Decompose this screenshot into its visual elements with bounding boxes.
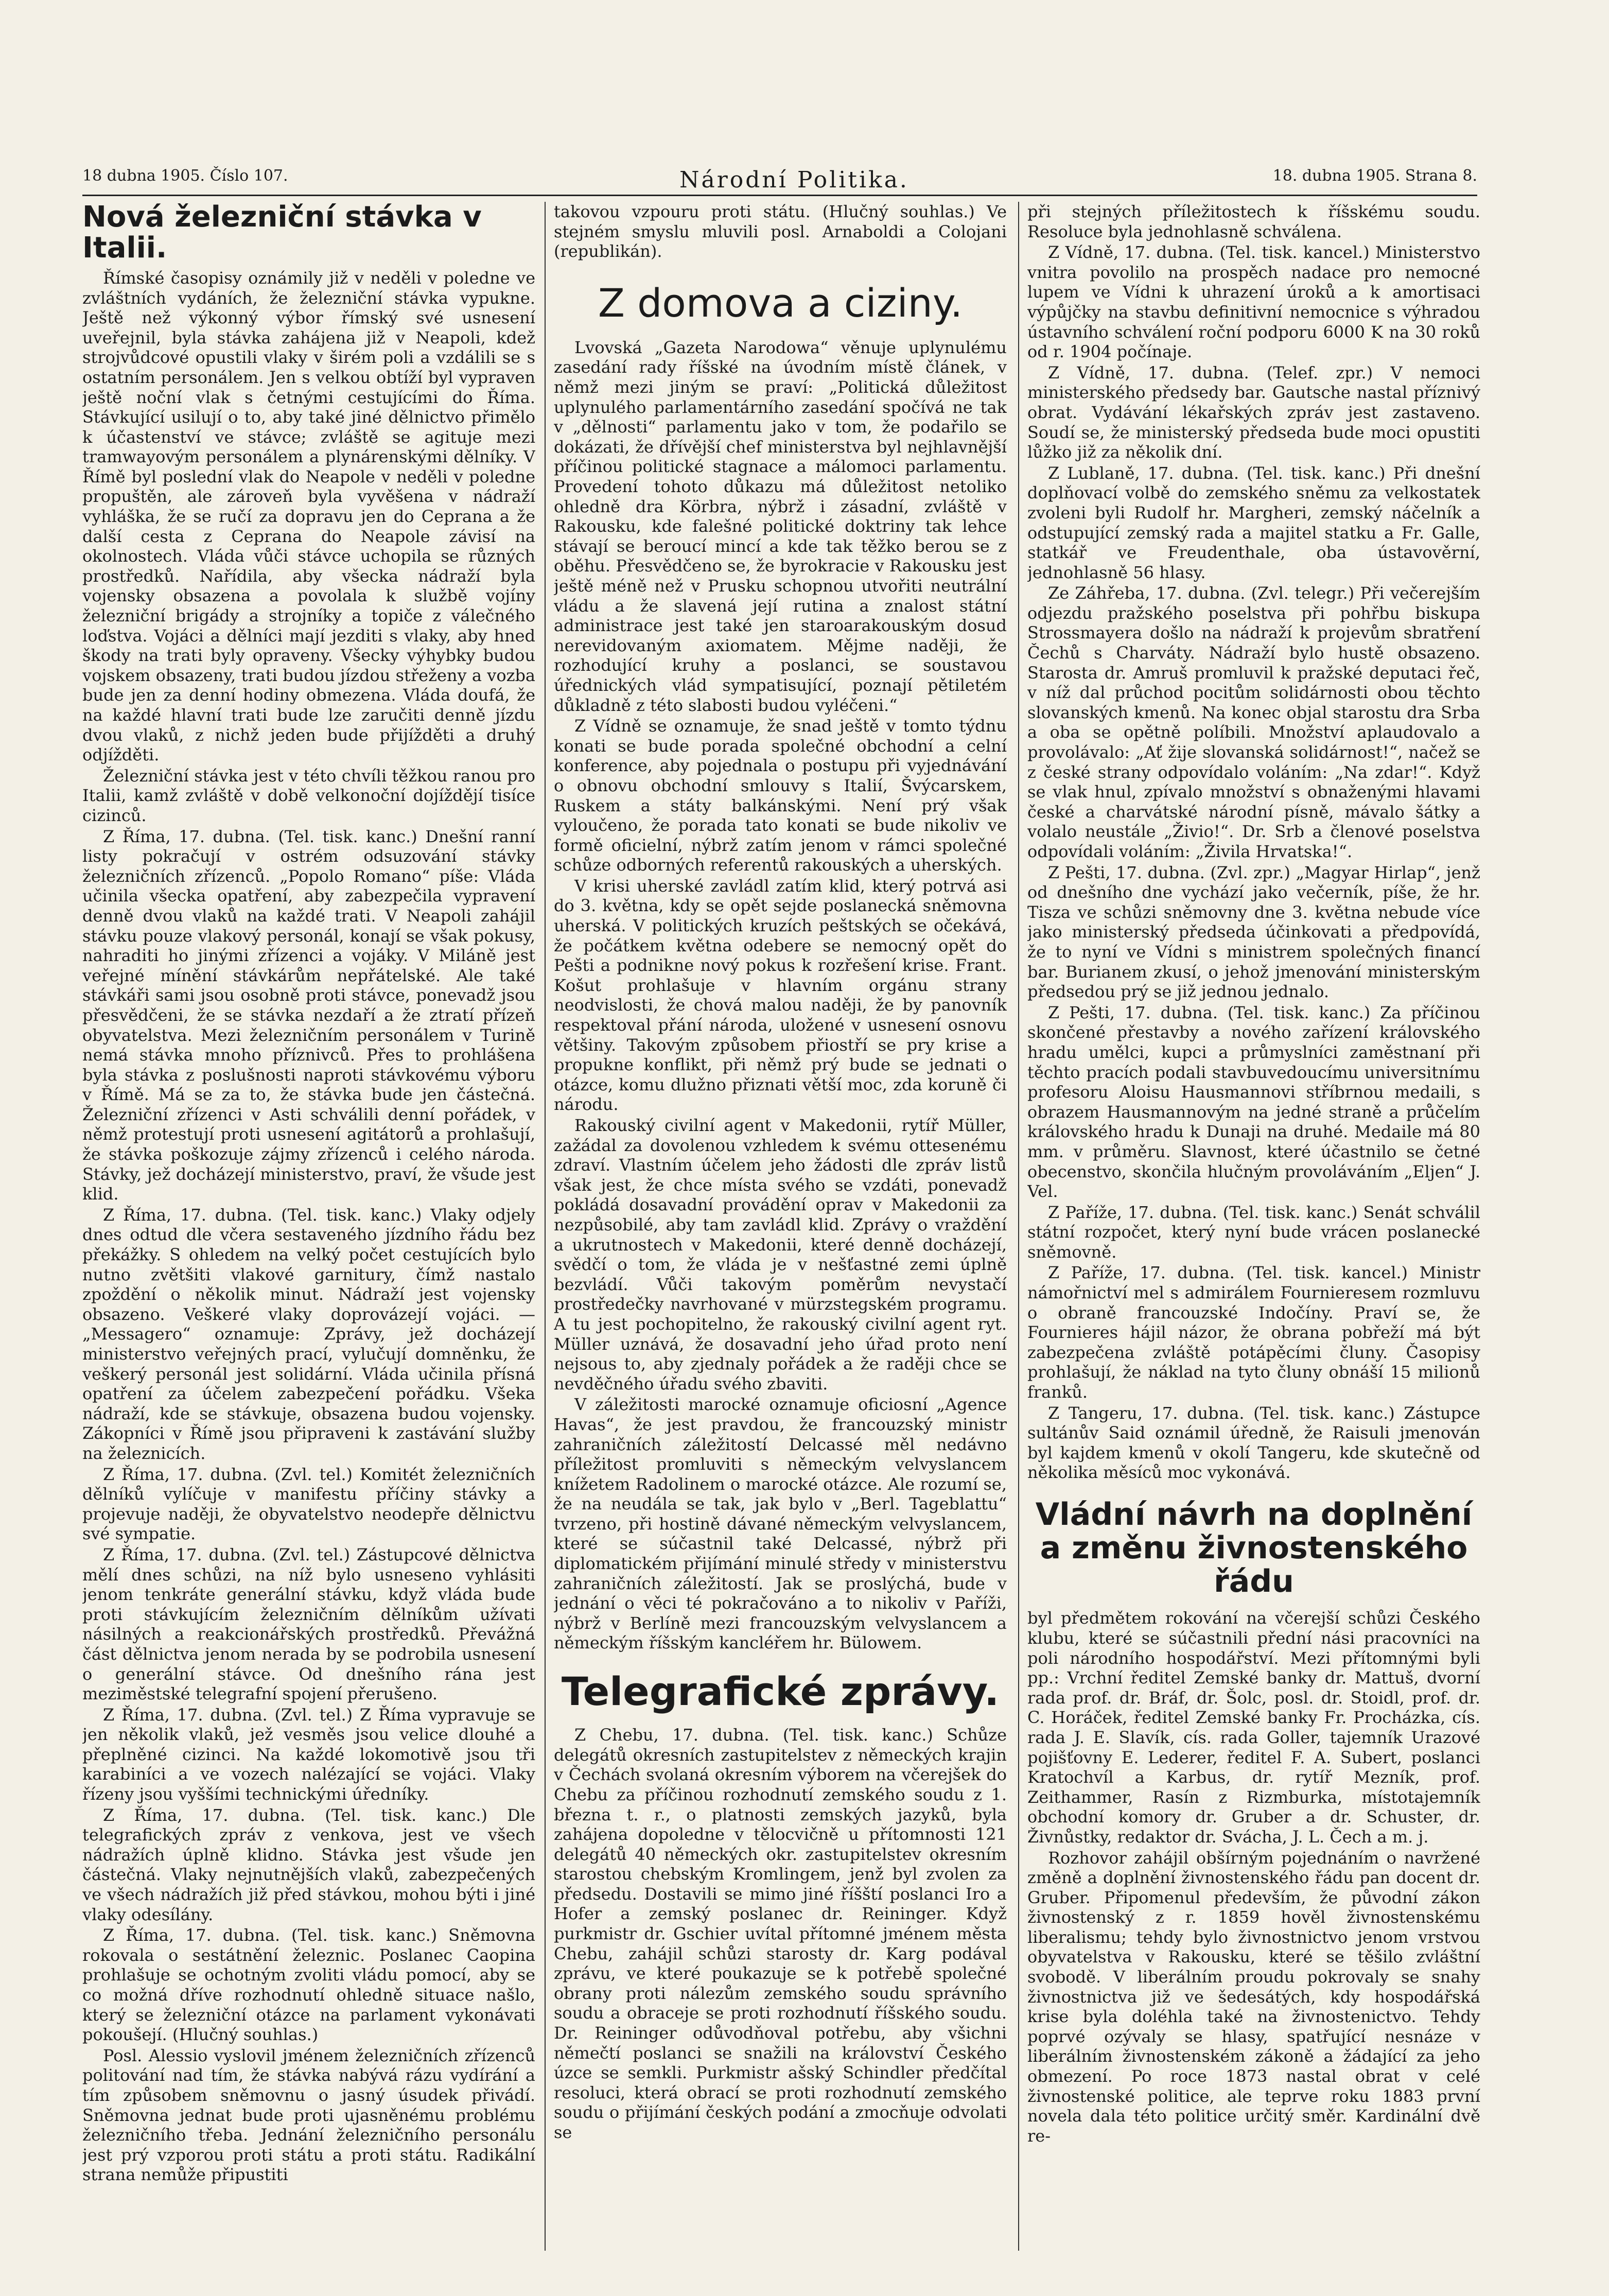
article-paragraph: V krisi uherské zavládl zatím klid, který potrvá asi do 3. května, kdy se opět sejde poslanecká sněmovna uherská. V politických kruzích peštských se očekává, že počátkem května odebere se nemocný opět do Pešti a podnikne nový pokus k rozřešení krise. Frant. Košut prohlašuje v hlavním orgánu strany neodvislosti, že chová malou naději, že by panovník respektoval přání národa, uložené v usnesení osnovu většiny. Takovým způsobem přiostří se pry krise a propukne konflikt, při němž prý bude se jednati o otázce, komu dlužno přiznati větší moc, zda koruně či národu. xyxy=(554,876,1007,1115)
article-paragraph: Z Pešti, 17. dubna. (Zvl. zpr.) „Magyar Hirlap“, jenž od dnešního dne vychází jako večerník, píše, že hr. Tisza ve schůzi sněmovny dne 3. května nebude více jako ministerský předseda účinkovati a předpovídá, že to nyní ve Vídni s ministrem společných financí bar. Burianem zkusí, o jehož jmenování ministerským předsedou prý se již jednou jednalo. xyxy=(1027,862,1480,1002)
column-2 xyxy=(554,202,1007,2251)
article-paragraph: Z Chebu, 17. dubna. (Tel. tisk. kanc.) Schůze delegátů okresních zastupitelstev z německých krajin v Čechách svolaná okresním výborem na včerejšek do Chebu za příčinou rozhodnutí zemského soudu z 1. března t. r., o platnosti zemských jazyků, byla zahájena dopoledne v tělocvičně u přítomnosti 121 delegátů 40 německých okr. zastupitelstev okresním starostou chebským Kromlingem, jenž byl zvolen za předsedu. Dostavili se mimo jiné říšští poslanci Iro a Hofer a zemský poslanec dr. Reininger. Když purkmistr dr. Gschier uvítal přítomné jménem města Chebu, zahájil schůzi starosty dr. Karg podával zprávu, ve které poukazuje se k potřebě společné obrany proti nálezům zemského soudu správního soudu a obraceje se proti rozhodnutí říšského soudu. Dr. Reininger odůvodňoval potřebu, aby všichni němečtí poslanci se snažili na království Českého úzce se semkli. Purkmistr ašský Schindler předčítal resoluci, která obrací se proti rozhodnutí zemského soudu o přijímání českých podání a zmocňuje odvolati se xyxy=(554,1725,1007,2142)
article-paragraph: Z Vídně, 17. dubna. (Tel. tisk. kancel.) Ministerstvo vnitra povolilo na prospěch nadace pro nemocné lupem ve Vídni k uhrazení úroků a k amortisaci výpůjčky na stavbu definitivní nemocnice s výhradou ústavního schválení roční podporu 6000 K na 30 roků od r. 1904 počínaje. xyxy=(1027,242,1480,362)
article-paragraph: Z Říma, 17. dubna. (Tel. tisk. kanc.) Sněmovna rokovala o sestátnění železnic. Poslanec Caopina prohlašuje se ochotným zvoliti vládu pomocí, aby se co možná dříve rozhodnutí ohledně situace našlo, který se železniční otázce na parlament vykonávati pokoušejí. (Hlučný souhlas.) xyxy=(82,1925,535,2045)
article-paragraph: Z Pešti, 17. dubna. (Tel. tisk. kanc.) Za příčinou skončené přestavby a nového zařízení královského hradu umělci, kupci a průmyslníci zaměstnaní při těchto pracích podali stavbuvedoucímu universitnímu profesoru Aloisu Hausmannovi stříbrnou medaili, s obrazem Hausmannovým na jedné straně a průčelím královského hradu k Dunaji na druhé. Medaile má 80 mm. v průměru. Slavnost, které účastnilo se četné obecenstvo, skončila hlučným provoláváním „Eljen“ J. Vel. xyxy=(1027,1002,1480,1202)
article-paragraph: byl předmětem rokování na včerejší schůzi Českého klubu, které se súčastnili přední nási pracovníci na poli národního hospodářství. Mezi přítomnými byli pp.: Vrchní ředitel Zemské banky dr. Mattuš, dvorní rada prof. dr. Bráf, dr. Šolc, posl. dr. Stoidl, prof. dr. C. Horáček, ředitel Zemské banky Fr. Procházka, cís. rada J. E. Slavík, cís. rada Goller, tajemník Urazové pojišťovny E. Lederer, ředitel F. A. Subert, poslanci Kratochvíl a Karbus, dr. rytíř Mezník, prof. Zeithammer, Rasín z Rizmburka, místotajemník obchodní komory dr. Gruber a dr. Schuster, dr. Živnůstky, redaktor dr. Svácha, J. L. Čech a m. j. xyxy=(1027,1608,1480,1847)
column-3 xyxy=(1027,202,1480,2251)
article-paragraph: Z Vídně, 17. dubna. (Telef. zpr.) V nemoci ministerského předsedy bar. Gautsche nastal příznivý obrat. Vydávání lékařských zpráv jest zastaveno. Soudí se, že ministerský předseda bude moci opustiti lůžko již za několik dní. xyxy=(1027,362,1480,462)
section-heading-domestic-foreign: Z domova a ciziny. xyxy=(598,280,963,326)
masthead: Národní Politika. xyxy=(679,167,909,193)
article-paragraph: Z Vídně se oznamuje, že snad ještě v tomto týdnu konati se bude porada společné obchodní a celní konference, aby pojednala o postupu při vyjednávání o obnovu obchodní smlouvy s Italií, Švýcarskem, Ruskem a státy balkánskými. Není prý však vyloučeno, že porada tato konati se bude nikoliv ve formě oficielní, nýbrž zatím jenom v rámci společné schůze odborných referentů rakouských a uherských. xyxy=(554,716,1007,875)
article-paragraph: V záležitosti marocké oznamuje oficiosní „Agence Havas“, že jest pravdou, že francouzský ministr zahraničních záležitostí Delcassé měl nedávno příležitost promluviti s německým velvyslancem knížetem Radolinem o marocké otázce. Ale rozumí se, že na neudála se tak, jak bylo v „Berl. Tageblattu“ tvrzeno, při hostině dávané německým velvyslancem, které se súčastnil také Delcassé, nýbrž při diplomatickém přijímání minulé středy v ministerstvu zahraničních záležitostí. Jak se proslýchá, bude v jednání o věci té pokračováno a to nikoliv v Paříži, nýbrž v Berlíně mezi francouzským velvyslancem a německým říšským kancléřem hr. Bülowem. xyxy=(554,1395,1007,1653)
article-paragraph: Z Tangeru, 17. dubna. (Tel. tisk. kanc.) Zástupce sultánův Said oznámil úředně, že Raisuli jmenován byl kajdem kmenů v okolí Tangeru, kde skutečně od několika měsíců moc vykonává. xyxy=(1027,1403,1480,1483)
article-paragraph: při stejných příležitostech k říšskému soudu. Resoluce byla jednohlasně schválena. xyxy=(1027,202,1480,241)
headline-italy-strike: Nová železniční stávka v Italii. xyxy=(82,202,482,265)
article-paragraph: Z Říma, 17. dubna. (Zvl. tel.) Komitét železničních dělníků vylíčuje v manifestu příčiny stávky a projevuje naději, že obyvatelstvo neodepře dělnictvu své sympatie. xyxy=(82,1464,535,1544)
article-paragraph: Lvovská „Gazeta Narodowa“ věnuje uplynulému zasedání rady říšské na úvodním místě článek, v němž mezi jiným se praví: „Politická důležitost uplynulého parlamentárního zasedání spočívá ne tak v „dělnosti“ parlamentu jako v tom, že podařilo se dokázati, že dřívější chef ministerstva byl nejhlavnější příčinou politické stagnace a málomoci parlamentu. Provedení tohoto důkazu má důležitost netoliko ohledně dra Körbra, nýbrž i zásadní, zvláště v Rakousku, kde falešné politické doktriny tak lehce stávají se beroucí mincí a kde tak těžko berou se z oběhu. Přesvědčeno se, že byrokracie v Rakousku jest ještě méně než v Prusku schopnou utvořiti neutrální vládu a že slavená její rutina a znalost státní administrace jest také jen staroarakouským dosud nerevidovaným axiomatem. Mějme naději, že rozhodující kruhy a poslanci, se soustavou úřednických vlád sympatisující, poznají pětiletém důkladně z této slabosti budou vyléčeni.“ xyxy=(554,337,1007,715)
page-header xyxy=(82,164,1477,196)
article-paragraph: Ze Záhřeba, 17. dubna. (Zvl. telegr.) Při večerejším odjezdu pražského poselstva při pohřbu biskupa Strossmayera došlo na nádraží k projevům sbratření Čechů s Charváty. Nádraží bylo hustě obsazeno. Starosta dr. Amruš promluvil k pražské deputaci řeč, v níž dal průchod pocitům solidárnosti obou těchto slovanských kmenů. Na konec objal starostu dra Srba a oba se opětně políbili. Množství aplaudovalo a provolávalo: „Ať žije slovanská solidárnost!“, načež se z české strany odpovídalo voláním: „Na zdar!“. Když se vlak hnul, zpívalo množství s obnaženými hlavami české a charvátské národní písně, mávalo šátky a volalo neustále „Živio!“. Dr. Srb a členové poselstva odpovídali voláním: „Živila Hrvatska!“. xyxy=(1027,583,1480,861)
article-paragraph: Z Říma, 17. dubna. (Zvl. tel.) Z Říma vypravuje se jen několik vlaků, jež vesměs jsou velice dlouhé a přeplněné cizinci. Na každé lokomotivě jsou tři karabiníci a ve vozech nalézající se vojáci. Vlaky řízeny jsou vyššími technickými úředníky. xyxy=(82,1704,535,1804)
article-paragraph: Z Říma, 17. dubna. (Zvl. tel.) Zástupcové dělnictva mělí dnes schůzi, na níž bylo usneseno vyhlásiti jenom tenkráte generální stávku, když vláda bude proti stávkujícím železničním dělníkům užívati násilných a reakcionářských prostředků. Převážná část dělnictva jenom nerada by se podrobila usnesení o generální stávce. Od dnešního rána jest meziměstské telegrafní spojení přerušeno. xyxy=(82,1544,535,1704)
section-heading-telegraph-news: Telegrafické zprávy. xyxy=(561,1668,1000,1715)
article-paragraph: Z Říma, 17. dubna. (Tel. tisk. kanc.) Dnešní ranní listy pokračují v ostrém odsuzování stávky železničních zřízenců. „Popolo Romano“ píše: Vláda učinila všecka opatření, aby zabezpečila vypravení denně dvou vlaků na každé trati. V Neapoli zahájil stávku pouze vlakový personál, konají se však pokusy, nahraditi ho jinými zřízenci a vojáky. V Miláně jest veřejné mínění stávkárům nepřátelské. Ale také stávkáři sami jsou osobně proti stávce, ponevadž jsou přesvědčeni, že se stávka nezdaří a že ztratí přízeň obyvatelstva. Mezi železničním personálem v Turině nemá stávka mnoho příznivců. Přes to prohlášena byla stávka z poslušnosti naproti stávkovému výboru v Římě. Má se za to, že stávka bude jen částečná. Železniční zřízenci v Asti schválili denní pořádek, v němž protestují proti usnesení agitátorů a prohlašují, že stávka poškozuje zájmy zřízenců i celého národa. Stávky, jež docházejí ministerstvo, praví, že všude jest klid. xyxy=(82,826,535,1204)
header-date-page: 18. dubna 1905. Strana 8. xyxy=(1272,167,1477,185)
article-paragraph: Z Paříže, 17. dubna. (Tel. tisk. kanc.) Senát schválil státní rozpočet, který nyní bude vrácen poslanecké sněmovně. xyxy=(1027,1202,1480,1262)
header-date-issue: 18 dubna 1905. Číslo 107. xyxy=(82,167,288,185)
column-1 xyxy=(82,202,535,2251)
article-paragraph: Rakouský civilní agent v Makedonii, rytíř Müller, zažádal za dovolenou vzhledem k svému ottesenému zdraví. Vlastním účelem jeho žádosti dle zpráv listů však jest, že chce místa svého se vzdáti, ponevadž pokládá dosavadní provádění oprav v Makedonii za nezpůsobilé, aby tam zavládl klid. Zprávy o vraždění a ukrutnostech v Makedonii, které denně docházejí, svědčí o tom, že vláda je v nešťastné zemi úplně bezvládí. Vůči takovým poměrům nevystačí prostředečky navrhované v mürzstegském programu. A tu jest pochopitelno, že rakouský civilní agent ryt. Müller uznává, že dosavadní jeho úřad proto není nejsous to, aby zjednaly pořádek a že raději chce se nevděčného úřadu svého zbaviti. xyxy=(554,1116,1007,1394)
article-paragraph: Rozhovor zahájil obšírným pojednáním o navržené změně a doplnění živnostenského řádu pan docent dr. Gruber. Připomenul především, že původní zákon živnostenský z r. 1859 hověl živnostenskému liberalismu; tehdy bylo živnostnictvo jenom vrstvou obyvatelstva v Rakousku, které se těšilo zvláštní svobodě. V liberálním proudu pokrovaly se snahy živnostnictva již ve šedesátých, kdy hospodářská krise byla doléhla také na živnostenictvo. Tehdy poprvé ozývaly se hlasy, spatřující nesnáze v liberálním živnostenském zákoně a žádající za jeho obmezení. Po roce 1873 nastal obrat v celé živnostenské politice, ale teprve roku 1883 první novela dala této politice určitý směr. Kardinální dvě re- xyxy=(1027,1848,1480,2146)
article-paragraph: Z Říma, 17. dubna. (Tel. tisk. kanc.) Dle telegrafických zpráv z venkova, jest ve všech nádražích úplně klidno. Stávka jest všude jen částečná. Vlaky nejnutnějších vlaků, zabezpečených ve všech nádražích již před stávkou, mohou býti i jiné vlaky odesílány. xyxy=(82,1805,535,1924)
headline-trade-law-proposal: Vládní návrh na doplnění a změnu živnostenského řádu xyxy=(1035,1497,1473,1599)
article-paragraph: Z Paříže, 17. dubna. (Tel. tisk. kancel.) Ministr námořnictví mel s admirálem Fournieresem rozmluvu o obraně francouzské Indočíny. Praví se, že Fournieres hájil názor, že obrana pobřeží má být zabezpečena zvláště potápěcími čluny. Časopisy prohlašují, že náklad na tyto čluny obnáší 15 milionů franků. xyxy=(1027,1263,1480,1402)
article-paragraph: Římské časopisy oznámily již v neděli v poledne ve zvláštních vydáních, že železniční stávka vypukne. Ještě než výkonný výbor římský své usnesení uveřejnil, byla stávka zahájena již v Neapoli, kdež strojvůdcové opustili vlaky v širém poli a vzdálili se s ostatním personálem. Jen s velkou obtíží byl vypraven ještě noční vlak s četnými cestujícími do Říma. Stávkující usilují o to, aby také jiné dělnictvo přimělo k účastenství ve stávce; zvláště se agituje mezi tramwayovým personálem a plynárenskými dělníky. V Římě byl poslední vlak do Neapole v neděli v poledne propuštěn, ale zároveň byla vyvěšena v nádraží vyhláška, že se ručí za dopravu jen do Ceprana a že další cesta z Ceprana do Neapole závisí na okolnostech. Vláda vůči stávce uchopila se různých prostředků. Nařídila, aby všecka nádraží byla vojensky obsazena a povolala k službě vojíny železniční brigády a strojníky a topiče z válečného loďstva. Vojáci a dělníci mají jezditi s vlaky, aby hned škody na trati byly opraveny. Všecky výhybky budou vojskem obsazeny, trati budou jízdou střeženy a vozba bude jen za denní hodiny obmezena. Vláda doufá, že na každé hlavní trati bude lze zaručiti denně jízdu dvou vlaků, z nichž jeden bude přijížděti a druhý odjížděti. xyxy=(82,268,535,765)
column-rule-right xyxy=(1018,202,1019,2251)
article-paragraph: Posl. Alessio vyslovil jménem železničních zřízenců politování nad tím, že stávka nabývá rázu vydírání a tím způsobem sněmovnu o jasný úsudek přivádí. Sněmovna jednat bude proti ujasněnému problému železničního třeba. Jednání železničního personálu jest prý vzporou proti státu a proti státu. Radikální strana nemůže připustiti xyxy=(82,2045,535,2185)
article-paragraph: takovou vzpouru proti státu. (Hlučný souhlas.) Ve stejném smyslu mluvili posl. Arnaboldi a Colojani (republikán). xyxy=(554,202,1007,262)
article-paragraph: Z Říma, 17. dubna. (Tel. tisk. kanc.) Vlaky odjely dnes odtud dle včera sestaveného jízdního řádu bez překážky. S ohledem na velký počet cestujících bylo nutno zvětšiti vlakové garnitury, čímž nastalo zpoždění o několik minut. Nádraží jest vojensky obsazeno. Veškeré vlaky doprovázejí vojáci. — „Messagero“ oznamuje: Zprávy, jež docházejí ministerstvo veřejných prací, vylučují domněnku, že veškerý personál jest solidární. Vláda učinila přísná opatření za účelem zabezpečení pořádku. Všeka nádraží, kde se stávkuje, obsazena budou vojensky. Zákopníci v Římě jsou připraveni k zastávání služby na železnicích. xyxy=(82,1205,535,1463)
column-rule-left xyxy=(545,202,546,2251)
article-paragraph: Železniční stávka jest v této chvíli těžkou ranou pro Italii, kamž zvláště v době velkonoční dojíždějí tisíce cizinců. xyxy=(82,766,535,825)
article-paragraph: Z Lublaně, 17. dubna. (Tel. tisk. kanc.) Při dnešní doplňovací volbě do zemského sněmu za velkostatek zvoleni byli Rudolf hr. Margheri, zemský náčelník a odstupující zemský rada a majitel statku a Fr. Galle, statkář ve Freudenthale, oba ústavověrní, jednohlasně 56 hlasy. xyxy=(1027,463,1480,582)
